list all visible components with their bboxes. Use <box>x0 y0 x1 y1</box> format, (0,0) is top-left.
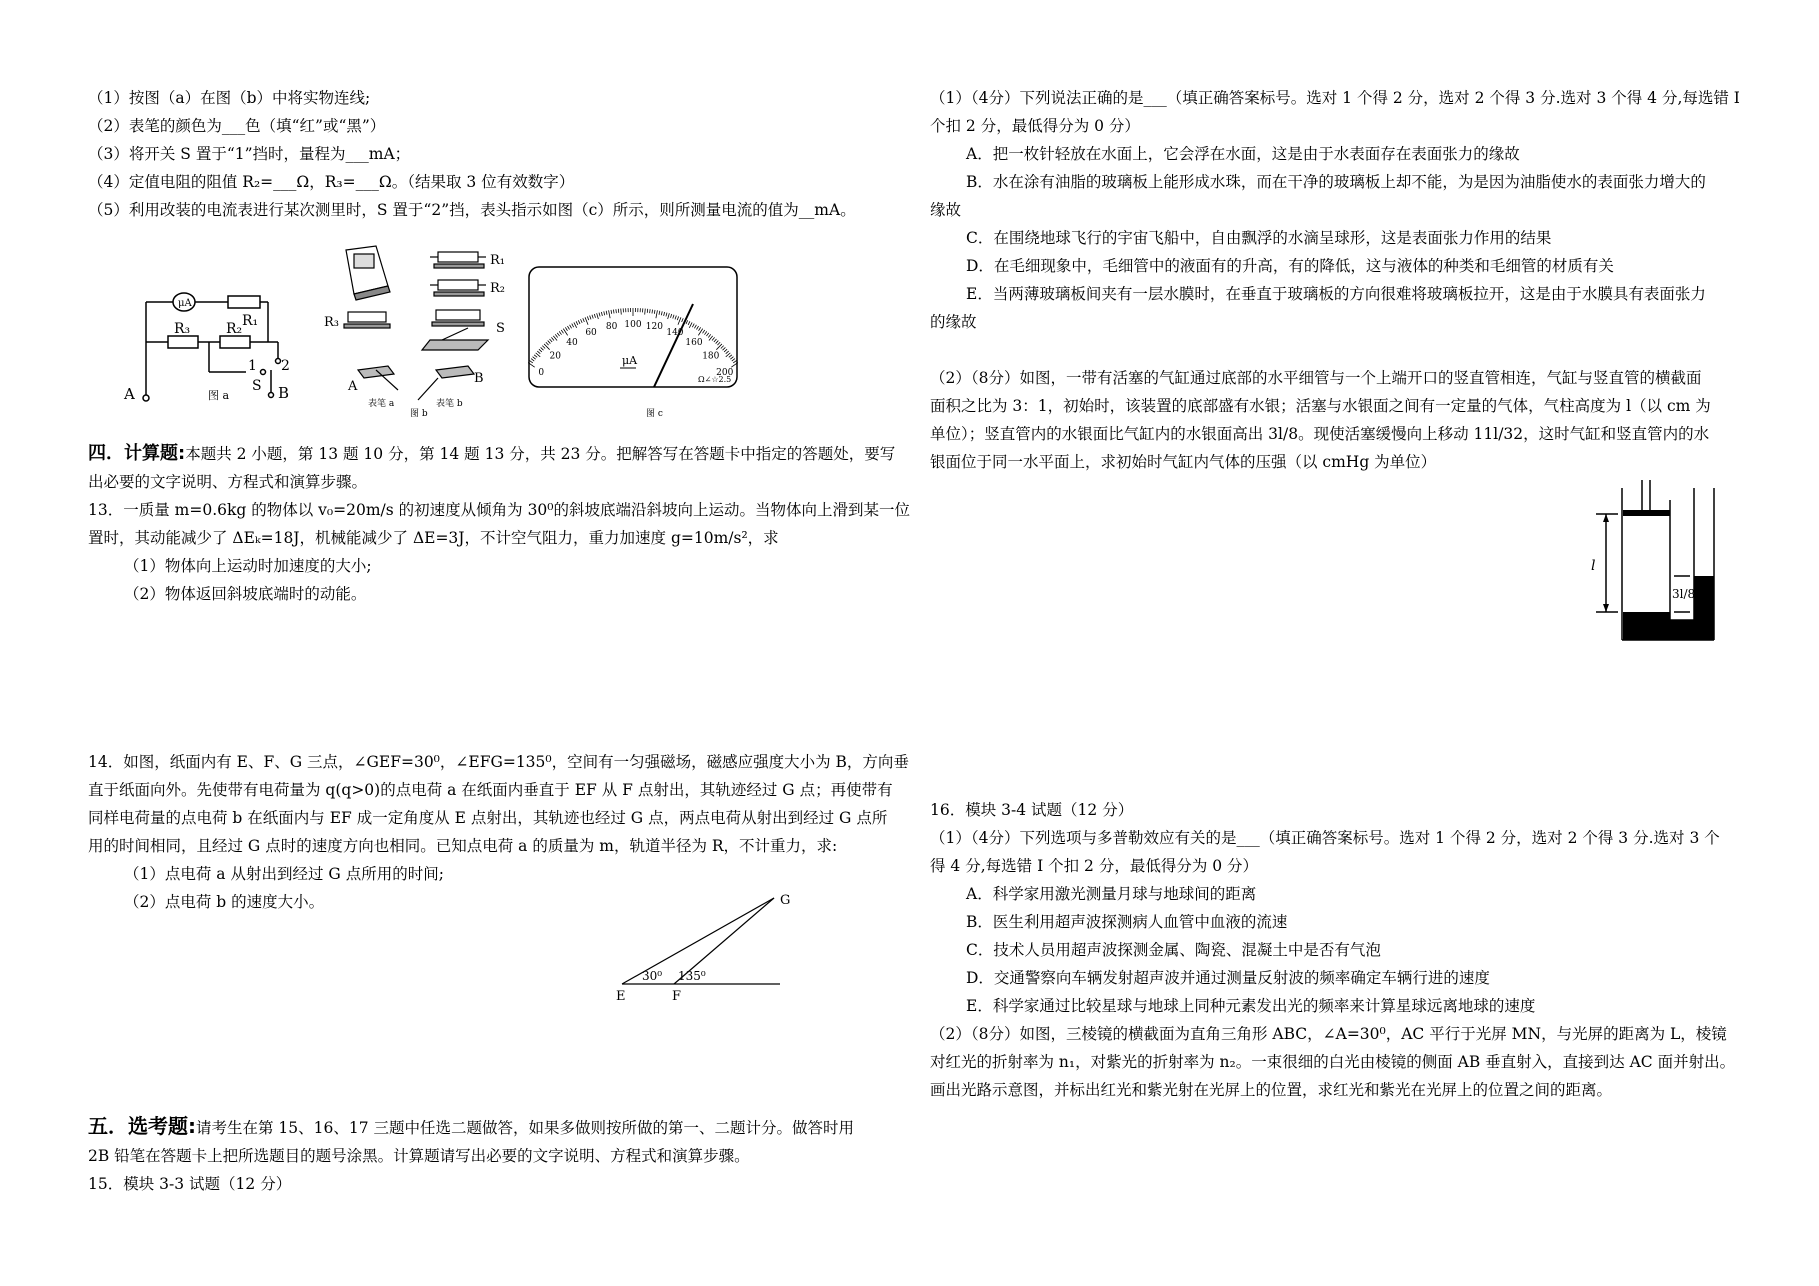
q14-line-4: 用的时间相同，且经过 G 点时的速度方向也相同。已知点电荷 a 的质量为 m，轨道半径为 R，不计重力，求: <box>88 837 838 855</box>
q15-2-line-2: 面积之比为 3：1，初始时，该装置的底部盛有水银；活塞与水银面之间有一定量的气体，气柱高度为 l（以 cm 为 <box>930 397 1711 415</box>
dial-tick <box>542 346 545 349</box>
sec4-heading: 四．计算题: <box>88 443 186 464</box>
q13-line-4: （2）物体返回斜坡底端时的动能。 <box>124 585 367 603</box>
dial-tick <box>692 324 694 328</box>
dial-tick <box>534 355 537 358</box>
fig-c-mark: Ω∠☆2.5 <box>698 375 732 384</box>
dial-tick <box>659 311 660 315</box>
dial-tick-label: 120 <box>645 322 663 333</box>
q12-line-3: （3）将开关 S 置于“1”挡时，量程为___mA； <box>88 145 411 163</box>
figure-c-meter-dial <box>528 266 738 422</box>
dial-tick <box>703 330 705 333</box>
q16-2-line-3: 画出光路示意图，并标出红光和紫光射在光屏上的位置，求红光和紫光在光屏上的位置之间的距离。 <box>930 1081 1613 1099</box>
dial-tick <box>570 325 572 328</box>
q16-1-line-2: 得 4 分,每选错 I 个扣 2 分，最低得分为 0 分） <box>930 857 1259 875</box>
q14-line-5: （1）点电荷 a 从射出到经过 G 点所用的时间; <box>124 865 444 883</box>
dial-tick <box>704 331 706 334</box>
fig-b-r1-label: R₁ <box>490 253 505 268</box>
fig-a-meter-label: μA <box>178 298 192 309</box>
dial-tick <box>714 339 717 342</box>
dial-tick <box>548 341 551 344</box>
dial-tick <box>578 320 580 324</box>
sec5-line-2: 2B 铅笔在答题卡上把所选题目的题号涂黑。计算题请写出必要的文字说明、方程式和演算步骤。 <box>88 1147 750 1165</box>
figure-15-cylinder <box>1590 480 1750 644</box>
dial-tick <box>611 310 612 314</box>
dial-tick <box>722 347 725 350</box>
q12-line-4: （4）定值电阻的阻值 R₂=___Ω，R₃=___Ω。（结果取 3 位有效数字） <box>88 173 575 191</box>
dial-tick-label: 160 <box>685 338 703 349</box>
dial-tick <box>716 344 722 350</box>
fig-a-caption: 图 a <box>208 389 230 402</box>
q15-2-line-3: 单位）；竖直管内的水银面比气缸内的水银面高出 3l/8。现使活塞缓慢向上移动 11l/32，这时气缸和竖直管内的水 <box>930 425 1710 443</box>
q15-1-option-e-cont: 的缘故 <box>930 313 977 331</box>
q16-2-line-1: （2）（8分）如图，三棱镜的横截面为直角三角形 ABC，∠A=30⁰，AC 平行于光屏 MN，与光屏的距离为 L，棱镜 <box>930 1025 1727 1043</box>
dial-tick <box>531 359 534 361</box>
dial-tick <box>712 337 715 340</box>
dial-tick <box>664 312 665 316</box>
q16-1-option-d: D．交通警察向车辆发射超声波并通过测量反射波的频率确定车辆行进的速度 <box>966 969 1490 987</box>
dial-tick-label: 80 <box>605 322 618 333</box>
dial-tick <box>682 318 684 322</box>
figure-a-circuit <box>118 280 318 410</box>
figure-b-components <box>318 242 528 417</box>
dial-tick-label: 20 <box>549 351 561 362</box>
fig14-f-label: F <box>672 989 682 1004</box>
dial-tick <box>533 357 536 359</box>
dial-tick <box>730 357 733 359</box>
sec5-text-1: 请考生在第 15、16、17 三题中任选二题做答，如果多做则按所做的第一、二题计分。做答时用 <box>196 1119 855 1137</box>
sec5-line-1 <box>88 1112 854 1142</box>
fig14-angle-30: 30⁰ <box>642 969 663 983</box>
q16-2-line-2: 对红光的折射率为 n₁，对紫光的折射率为 n₂。一束很细的白光由棱镜的侧面 AB 垂直射入，直接到达 AC 面并射出。 <box>930 1053 1736 1071</box>
fig-a-two-label: 2 <box>281 358 290 374</box>
dial-tick <box>576 321 578 325</box>
q12-line-1: （1）按图（a）在图（b）中将实物连线; <box>88 89 371 107</box>
q16-1-line-1: （1）（4分）下列选项与多普勒效应有关的是___（填正确答案标号。选对 1 个得 2 分，选对 2 个得 3 分.选对 3 个 <box>930 829 1720 847</box>
dial-tick <box>661 311 662 315</box>
dial-tick <box>587 316 588 320</box>
dial-tick <box>699 327 701 330</box>
q13-line-1: 13．一质量 m=0.6kg 的物体以 v₀=20m/s 的初速度从倾角为 30⁰的斜坡底端沿斜坡向上运动。当物体向上滑到某一位 <box>88 501 911 519</box>
dial-tick <box>726 351 729 354</box>
fig15-l-label: l <box>1591 558 1596 574</box>
dial-tick <box>546 342 549 345</box>
dial-tick <box>539 349 542 352</box>
fig-b-b-label: B <box>474 371 484 386</box>
dial-tick-label: 0 <box>538 367 545 378</box>
q13-line-2: 置时，其动能减少了 ΔEₖ=18J，机械能减少了 ΔE=3J，不计空气阻力，重力加速度 g=10m/s²，求 <box>88 529 779 547</box>
dial-tick <box>716 341 719 344</box>
dial-tick <box>675 316 676 320</box>
fig-b-a-label: A <box>348 379 358 394</box>
dial-tick <box>606 311 607 315</box>
fig-c-caption: 图 c <box>646 409 663 419</box>
dial-tick <box>654 310 655 314</box>
q12-line-2: （2）表笔的颜色为___色（填“红”或“黑”） <box>88 117 386 135</box>
fig-b-caption: 图 b <box>410 409 428 417</box>
dial-tick <box>583 318 585 322</box>
fig15-h-label: 3l/8 <box>1672 587 1696 601</box>
dial-tick <box>688 321 690 325</box>
dial-tick <box>555 334 557 337</box>
dial-tick <box>601 312 602 316</box>
fig-b-r3-label: R₃ <box>324 315 339 330</box>
dial-tick <box>592 315 593 319</box>
q15-1-option-b-cont: 缘故 <box>930 201 962 219</box>
dial-tick <box>696 326 698 329</box>
dial-tick <box>721 346 724 349</box>
q15-1-option-a: A．把一枚针轻放在水面上，它会浮在水面，这是由于水表面存在表面张力的缘故 <box>966 145 1520 163</box>
fig-b-pen-a: 表笔 a <box>368 399 395 409</box>
dial-tick <box>717 342 720 345</box>
dial-tick <box>677 316 678 320</box>
dial-tick <box>537 351 540 354</box>
fig-a-r2-label: R₂ <box>226 321 243 337</box>
q14-line-6: （2）点电荷 b 的速度大小。 <box>124 893 325 911</box>
dial-tick <box>544 344 550 350</box>
dial-tick <box>567 326 569 329</box>
dial-tick <box>673 315 674 319</box>
dial-tick <box>599 313 600 317</box>
dial-tick <box>565 327 567 330</box>
dial-tick-label: 180 <box>702 351 720 362</box>
dial-tick <box>585 317 588 324</box>
q15-2-line-4: 银面位于同一水平面上，求初始时气缸内气体的压强（以 cmHg 为单位） <box>930 453 1437 471</box>
dial-tick <box>613 310 614 314</box>
dial-tick <box>597 313 599 319</box>
dial-tick-label: 100 <box>624 320 642 330</box>
dial-tick-label: 40 <box>566 338 578 349</box>
dial-tick <box>689 322 692 327</box>
dial-tick <box>621 309 622 315</box>
dial-tick <box>616 309 617 313</box>
dial-tick <box>686 320 688 324</box>
figure-14-triangle <box>612 890 792 1005</box>
fig-a-a-label: A <box>124 385 135 403</box>
q15-1-option-e: E．当两薄玻璃板间夹有一层水膜时，在垂直于玻璃板的方向很难将玻璃板拉开，这是由于水膜具有表面张力 <box>966 285 1706 303</box>
fig-a-b-label: B <box>278 384 290 402</box>
dial-tick <box>590 316 591 320</box>
fig-b-pen-b: 表笔 b <box>436 399 463 409</box>
fig-a-r3-label: R₃ <box>174 321 191 337</box>
dial-tick-label: 140 <box>666 328 684 339</box>
q13-line-3: （1）物体向上运动时加速度的大小; <box>124 557 372 575</box>
dial-tick <box>706 333 708 336</box>
q12-line-5: （5）利用改装的电流表进行某次测里时，S 置于“2”挡，表头指示如图（c）所示，则所测量电流的值为__mA。 <box>88 201 856 219</box>
dial-tick-label: 200 <box>716 367 734 378</box>
fig14-g-label: G <box>780 893 791 908</box>
dial-tick <box>656 310 658 318</box>
sec5-heading: 五．选考题: <box>88 1114 196 1138</box>
q14-line-1: 14．如图，纸面内有 E、F、G 三点，∠GEF=30⁰，∠EFG=135⁰，空间有一匀强磁场，磁感应强度大小为 B，方向垂 <box>88 753 909 771</box>
dial-tick <box>541 347 544 350</box>
dial-tick <box>550 339 553 342</box>
dial-tick <box>666 313 667 317</box>
dial-tick <box>645 309 646 315</box>
dial-tick <box>530 361 533 363</box>
fig-a-one-label: 1 <box>248 358 257 374</box>
dial-tick <box>729 355 732 358</box>
dial-tick <box>694 325 696 328</box>
dial-tick <box>559 331 561 334</box>
dial-tick <box>724 349 727 352</box>
q16-1-option-a: A．科学家用激光测量月球与地球间的距离 <box>966 885 1257 903</box>
dial-tick <box>604 311 605 315</box>
dial-tick <box>650 309 651 313</box>
dial-tick <box>561 330 563 333</box>
dial-tick <box>572 324 574 328</box>
dial-tick-label: 60 <box>585 328 597 339</box>
q14-line-3: 同样电荷量的点电荷 b 在纸面内与 EF 成一定角度从 E 点射出，其轨迹也经过 G 点，两点电荷从射出到经过 G 点所 <box>88 809 888 827</box>
sec4-text-1: 本题共 2 小题，第 13 题 10 分，第 14 题 13 分，共 23 分。把解答写在答题卡中指定的答题处，要写 <box>185 445 896 463</box>
dial-tick <box>581 319 583 323</box>
dial-tick <box>609 310 611 318</box>
fig-a-r1-label: R₁ <box>242 313 259 329</box>
q15-1-option-c: C．在围绕地球飞行的宇宙飞船中，自由飘浮的水滴呈球形，这是表面张力作用的结果 <box>966 229 1552 247</box>
q16-1-option-e: E．科学家通过比较星球与地球上同种元素发出光的频率来计算星球远离地球的速度 <box>966 997 1536 1015</box>
q15-1-line-2: 个扣 2 分，最低得分为 0 分） <box>930 117 1140 135</box>
dial-tick <box>551 337 554 340</box>
q15-title: 15．模块 3-3 试题（12 分） <box>88 1175 292 1193</box>
dial-tick <box>594 314 595 318</box>
fig14-angle-135: 135⁰ <box>678 969 706 983</box>
dial-tick <box>733 361 736 363</box>
q14-line-2: 直于纸面向外。先使带有电荷量为 q(q>0)的点电荷 a 在纸面内垂直于 EF 从 F 点射出，其轨迹经过 G 点；再使带有 <box>88 781 893 799</box>
dial-tick <box>708 334 710 337</box>
q15-2-line-1: （2）（8分）如图，一带有活塞的气缸通过底部的水平细管与一个上端开口的竖直管相连，气缸与竖直管的横截面 <box>930 369 1702 387</box>
dial-tick <box>732 359 735 361</box>
q15-1-option-d: D．在毛细现象中，毛细管中的液面有的升高，有的降低，这与液体的种类和毛细管的材质有关 <box>966 257 1614 275</box>
sec4-line-1 <box>88 440 895 468</box>
fig-b-r2-label: R₂ <box>490 281 505 296</box>
dial-tick <box>678 317 681 324</box>
q15-1-line-1: （1）（4分）下列说法正确的是___（填正确答案标号。选对 1 个得 2 分，选对 2 个得 3 分.选对 3 个得 4 分,每选错 I <box>930 89 1740 107</box>
fig-c-unit: μA <box>622 354 638 367</box>
fig-a-s-label: S <box>252 378 262 394</box>
dial-tick <box>670 314 671 318</box>
q16-1-option-b: B．医生利用超声波探测病人血管中血液的流速 <box>966 913 1288 931</box>
dial-tick <box>652 310 653 314</box>
q16-title: 16．模块 3-4 试题（12 分） <box>930 801 1134 819</box>
fig14-e-label: E <box>616 989 626 1004</box>
fig-b-s-label: S <box>496 321 505 336</box>
sec4-line-2: 出必要的文字说明、方程式和演算步骤。 <box>88 473 368 491</box>
dial-tick <box>574 322 577 327</box>
q16-1-option-c: C．技术人员用超声波探测金属、陶瓷、混凝土中是否有气泡 <box>966 941 1381 959</box>
q15-1-option-b: B．水在涂有油脂的玻璃板上能形成水珠，而在干净的玻璃板上却不能，为是因为油脂使水的表面张力增大的 <box>966 173 1706 191</box>
dial-tick <box>557 333 559 336</box>
dial-tick <box>668 313 670 319</box>
